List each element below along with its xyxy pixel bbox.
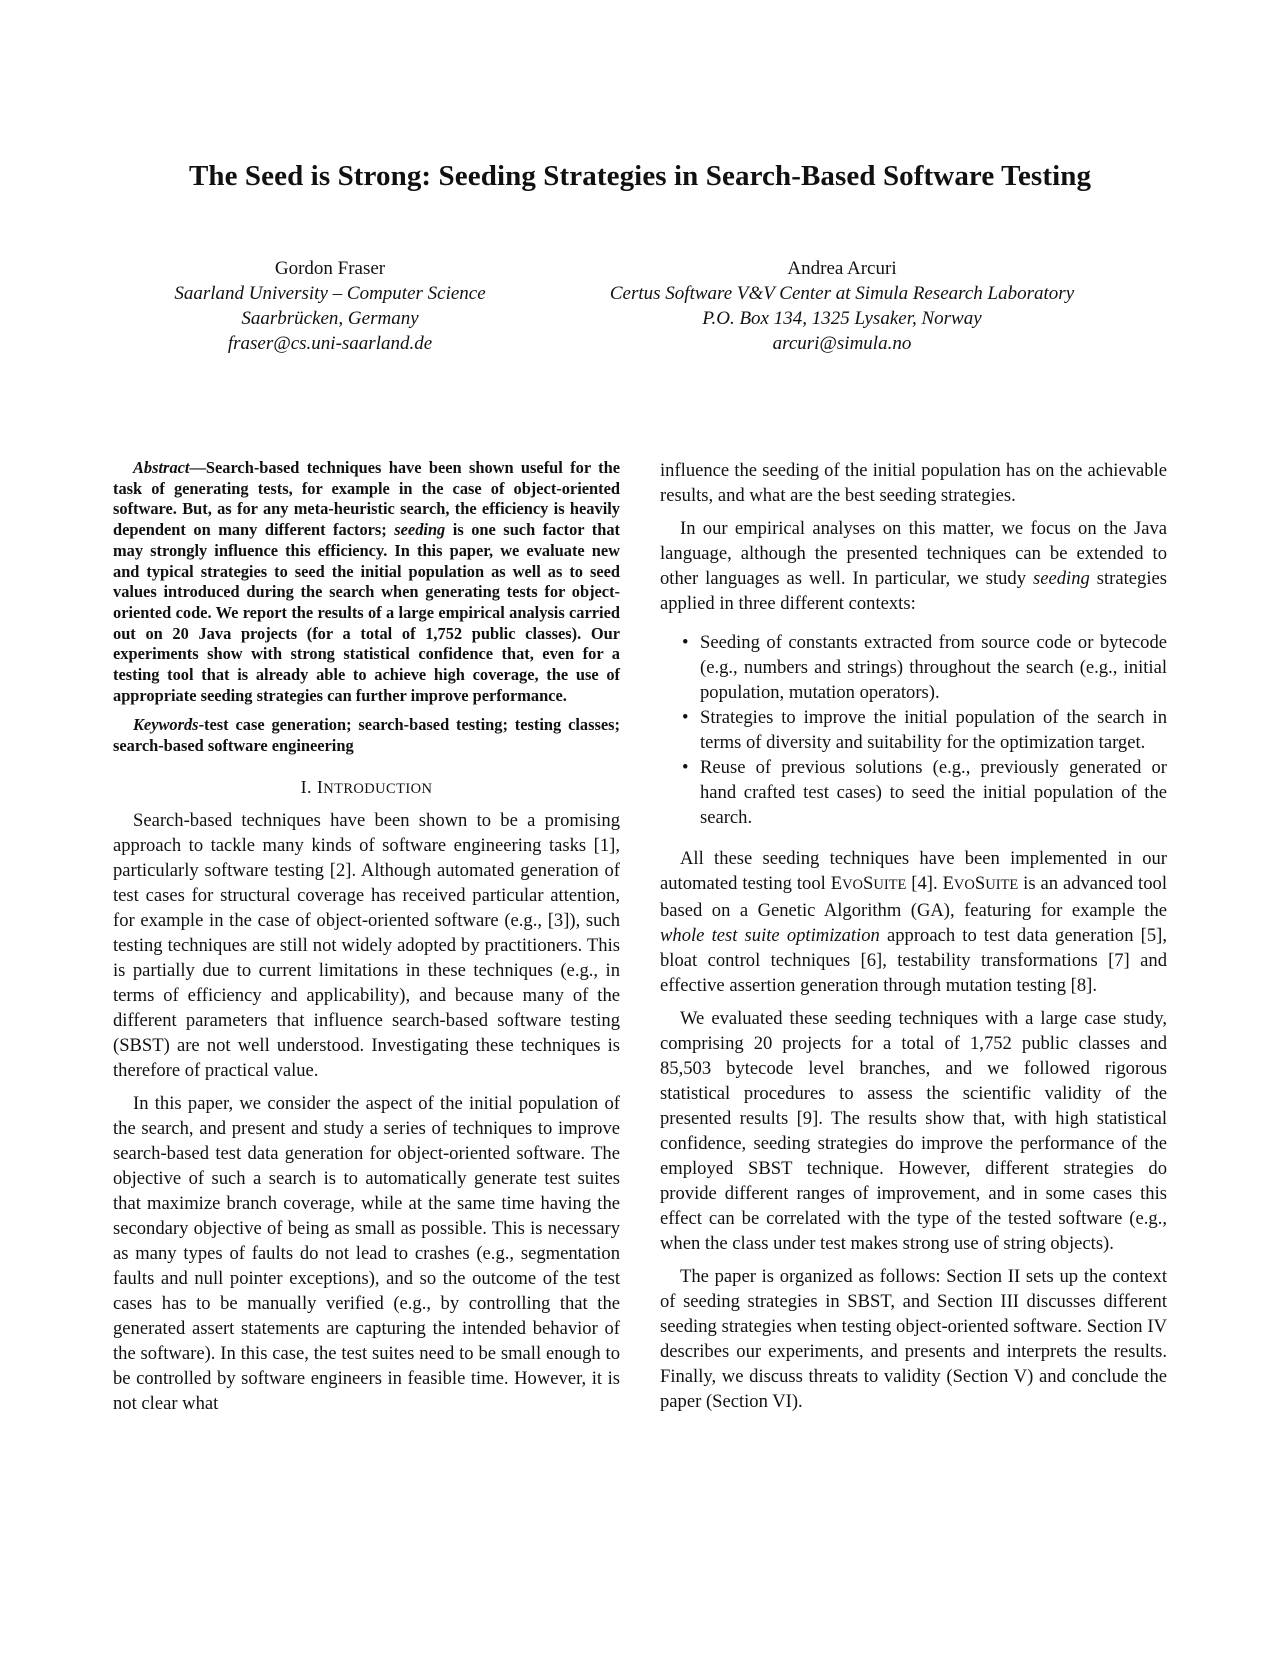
keywords (113, 715, 620, 756)
right-column (660, 458, 1167, 1422)
abstract-text-2: is one such factor that may strongly influence this efficiency. In this paper, we evaluate new and typical strategies to seed the initial population as well as to seed values introduced during the search when generating tests for object-oriented code. We report the results of a large empirical analysis carried out on 20 Java projects (for a total of 1,752 public classes). Our experiments show with strong statistical confidence that, even for a testing tool that is already able to achieve high coverage, the use of appropriate seeding strategies can further improve performance. (113, 520, 620, 705)
intro-paragraph-7: The paper is organized as follows: Section II sets up the context of seeding strategies in SBST, and Section III discusses different seeding strategies when testing object-oriented software. Section IV describes our experiments, and presents and interprets the results. Finally, we discuss threats to validity (Section V) and conclude the paper (Section VI). (660, 1266, 1167, 1412)
author-block-2 (562, 256, 1122, 356)
abstract (113, 458, 620, 706)
list-item-text: Strategies to improve the initial population of the search in terms of diversity and suitability for the optimization target. (700, 707, 1167, 753)
abstract-text-1: —Search-based techniques have been shown useful for the task of generating tests, for example in the case of object-oriented software. But, as for any meta-heuristic search, the efficiency is heavily dependent on many different factors; (113, 458, 620, 540)
intro-paragraph-5-text-d: approach to test data generation [5], bloat control techniques [6], testability transformations [7] and effective assertion generation through mutation testing [8]. (660, 925, 1167, 996)
bullet-icon: • (682, 707, 689, 728)
section-number: I. (300, 776, 312, 797)
tool-name-initial: E (830, 873, 843, 894)
tool-name-smallcaps: VO (842, 877, 864, 893)
bullet-icon: • (682, 632, 689, 653)
intro-paragraph-5-emphasis: whole test suite optimization (660, 925, 880, 946)
tool-name-initial: S (863, 873, 874, 894)
list-item-text: Reuse of previous solutions (e.g., previously generated or hand crafted test cases) to seed the initial population of the search. (700, 757, 1167, 828)
author-name: Andrea Arcuri (787, 258, 897, 279)
keywords-label: Keywords (133, 715, 199, 735)
section-title-rest: NTRODUCTION (323, 780, 433, 797)
paper-title: The Seed is Strong: Seeding Strategies in Search-Based Software Testing (188, 160, 1092, 192)
list-item (660, 630, 1167, 705)
intro-paragraph-5 (660, 846, 1167, 998)
abstract-emphasis: seeding (394, 520, 446, 540)
author-location: Saarbrücken, Germany (241, 308, 419, 329)
tool-name-smallcaps: VO (953, 877, 975, 893)
keywords-text: -test case generation; search-based testing; testing classes; search-based software engineering (113, 715, 620, 756)
list-item (660, 755, 1167, 830)
intro-paragraph-4-text-b: strategies applied in three different contexts: (660, 568, 1167, 614)
author-location: P.O. Box 134, 1325 Lysaker, Norway (702, 308, 982, 329)
intro-paragraph-3: influence the seeding of the initial population has on the achievable results, and what are the best seeding strategies. (660, 460, 1167, 506)
author-name: Gordon Fraser (274, 258, 386, 279)
intro-paragraph-1: Search-based techniques have been shown to be a promising approach to tackle many kinds of software engineering tasks [1], particularly software testing [2]. Although automated generation of test cases for structural coverage has received particular attention, for example in the case of object-oriented software (e.g., [3]), such testing techniques are still not widely adopted by practitioners. This is partially due to current limitations in these techniques (e.g., in terms of efficiency and applicability), and because many of the different parameters that influence search-based software testing (SBST) are not well understood. Investigating these techniques is therefore of practical value. (113, 809, 620, 1081)
tool-name-smallcaps: UITE (873, 877, 907, 893)
left-column (113, 458, 620, 1424)
bullet-icon: • (682, 757, 689, 778)
tool-name-initial: S (974, 873, 986, 894)
intro-paragraph-5-text-b: [4]. (906, 873, 943, 894)
intro-paragraph-4-emphasis: seeding (1033, 568, 1090, 589)
author-affiliation: Saarland University – Computer Science (174, 283, 486, 304)
list-item-text: Seeding of constants extracted from source code or bytecode (e.g., numbers and strings) throughout the search (e.g., initial population, mutation operators). (700, 632, 1167, 703)
tool-name (831, 873, 907, 894)
seeding-contexts-list (660, 630, 1167, 830)
intro-paragraph-4 (660, 516, 1167, 616)
intro-paragraph-5-text-c: is an advanced tool based on a Genetic Algorithm (GA), featuring for example the (660, 873, 1167, 921)
section-heading-introduction (113, 777, 620, 798)
list-item (660, 705, 1167, 755)
abstract-label: Abstract (133, 458, 190, 477)
intro-paragraph-4-text-a: In our empirical analyses on this matter, we focus on the Java language, although the presented techniques can be extended to other languages as well. In particular, we study (660, 518, 1167, 589)
author-email: arcuri@simula.no (772, 333, 912, 354)
author-block-1 (130, 256, 530, 356)
intro-paragraph-5-text-a: All these seeding techniques have been implemented in our automated testing tool (660, 848, 1167, 894)
tool-name-initial: E (942, 873, 954, 894)
intro-paragraph-6: We evaluated these seeding techniques with a large case study, comprising 20 projects for a total of 1,752 public classes and 85,503 bytecode level branches, and we followed rigorous statistical procedures to assess the scientific validity of the presented results [9]. The results show that, with high statistical confidence, seeding strategies do improve the performance of the employed SBST technique. However, different strategies do provide different ranges of improvement, and in some cases this effect can be correlated with the type of the tested software (e.g., when the class under test makes strong use of string objects). (660, 1008, 1167, 1254)
tool-name (943, 873, 1019, 894)
author-email: fraser@cs.uni-saarland.de (227, 333, 433, 354)
author-affiliation: Certus Software V&V Center at Simula Research Laboratory (609, 283, 1075, 304)
intro-paragraph-2: In this paper, we consider the aspect of the initial population of the search, and present and study a series of techniques to improve search-based test data generation for object-oriented software. The objective of such a search is to automatically generate test suites that maximize branch coverage, while at the same time having the secondary objective of being as small as possible. This is necessary as many types of faults do not lead to crashes (e.g., segmentation faults and null pointer exceptions), and so the outcome of the test cases has to be manually verified (e.g., by controlling that the generated assert statements are capturing the intended behavior of the software). In this case, the test suites need to be small enough to be controlled by software engineers in feasible time. However, it is not clear what (113, 1092, 620, 1414)
tool-name-smallcaps: UITE (985, 877, 1019, 893)
section-title-initial: I (316, 776, 324, 797)
